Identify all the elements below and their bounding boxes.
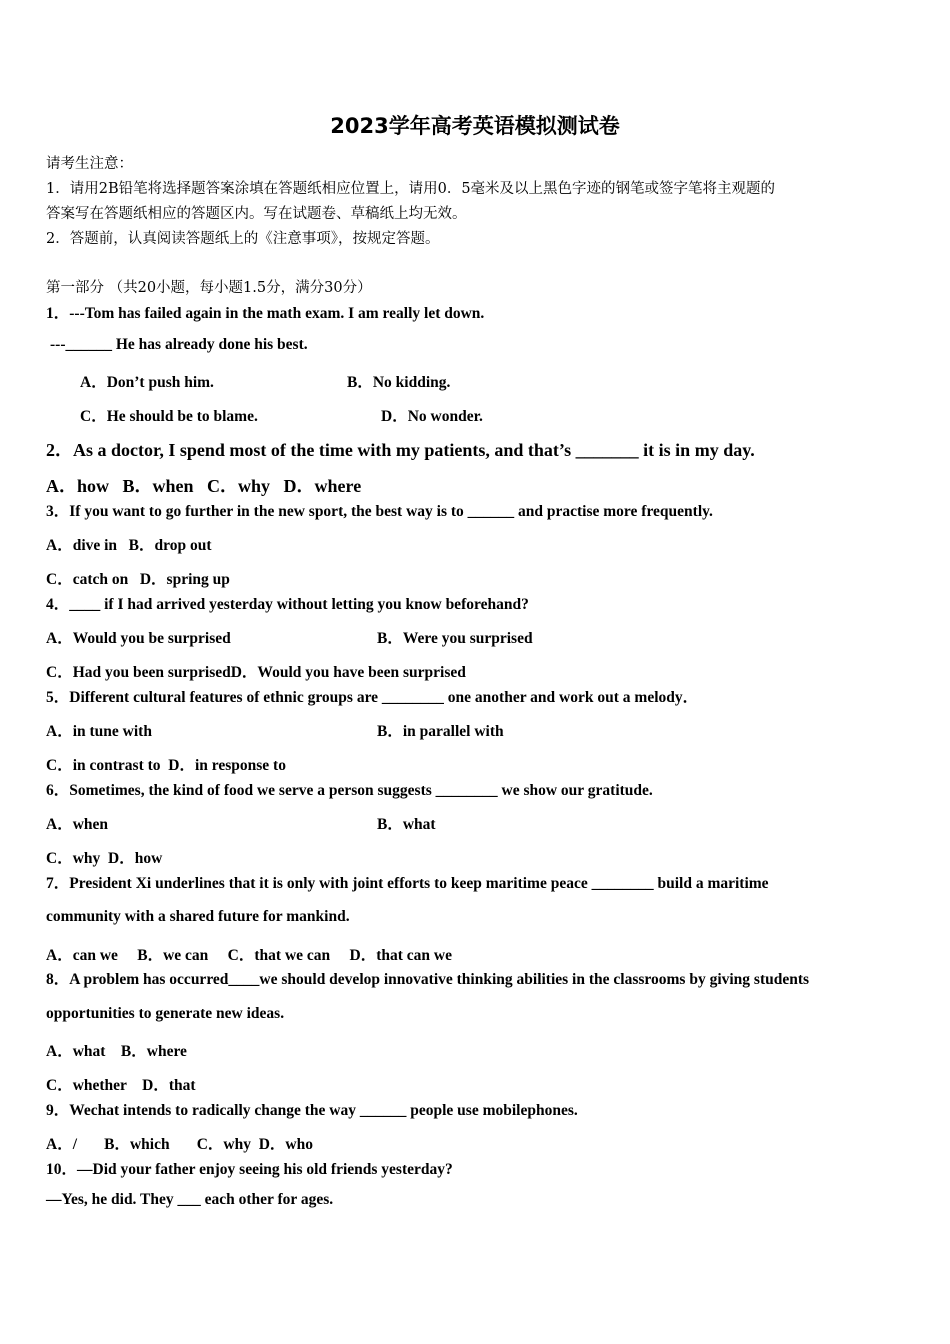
- option: A．Would you be surprised: [46, 630, 231, 647]
- option: B．No kidding.: [347, 374, 451, 391]
- question-stem: 1．---Tom has failed again in the math exam. I am really let down.: [46, 305, 485, 322]
- option-row: A．/ B．which C．why D．who: [46, 1136, 313, 1153]
- option-row: A．dive in B．drop out: [46, 537, 212, 554]
- question-stem: 3．If you want to go further in the new sport, the best way is to ______ and practise more frequently.: [46, 503, 713, 520]
- question-stem: 2．As a doctor, I spend most of the time with my patients, and that’s _______ it is in my day.: [46, 440, 755, 460]
- notice-heading: 请考生注意：: [46, 156, 133, 172]
- option: A．in tune with: [46, 723, 152, 740]
- option: D．No wonder.: [381, 408, 483, 425]
- option-row: C．whether D．that: [46, 1077, 196, 1094]
- question-stem: 9．Wechat intends to radically change the way ______ people use mobilephones.: [46, 1102, 578, 1119]
- option-row: A．what B．where: [46, 1043, 187, 1060]
- option: B．what: [377, 816, 436, 833]
- question-stem: 4．____ if I had arrived yesterday without letting you know beforehand?: [46, 596, 529, 613]
- option: B．Were you surprised: [377, 630, 533, 647]
- option: B．in parallel with: [377, 723, 504, 740]
- option: C．He should be to blame.: [80, 408, 258, 425]
- question-stem: ---______ He has already done his best.: [50, 336, 308, 353]
- notice-item: 答案写在答题纸相应的答题区内。写在试题卷、草稿纸上均无效。: [46, 206, 467, 222]
- question-stem: 6．Sometimes, the kind of food we serve a person suggests ________ we show our gratitude.: [46, 782, 653, 799]
- question-stem: —Yes, he did. They ___ each other for ages.: [46, 1191, 334, 1208]
- question-stem: opportunities to generate new ideas.: [46, 1005, 285, 1022]
- option-row: C．Had you been surprisedD．Would you have been surprised: [46, 664, 466, 681]
- notice-item: 1．请用2B铅笔将选择题答案涂填在答题纸相应位置上，请用0．5毫米及以上黑色字迹的钢笔或签字笔将主观题的: [46, 181, 776, 197]
- question-stem: 7．President Xi underlines that it is only with joint efforts to keep maritime peace ________ build a maritime: [46, 875, 769, 892]
- option-row: C．catch on D．spring up: [46, 571, 230, 588]
- option-row: C．why D．how: [46, 850, 163, 867]
- question-stem: 10．—Did your father enjoy seeing his old friends yesterday?: [46, 1161, 453, 1178]
- option-row: A．how B．when C．why D．where: [46, 476, 362, 496]
- option: A．when: [46, 816, 109, 833]
- question-stem: community with a shared future for mankind.: [46, 908, 350, 925]
- option: A．Don’t push him.: [80, 374, 214, 391]
- section-heading: 第一部分 （共20小题，每小题1.5分，满分30分）: [46, 280, 372, 296]
- question-stem: 8．A problem has occurred____we should develop innovative thinking abilities in the classrooms by giving students: [46, 971, 810, 988]
- option-row: C．in contrast to D．in response to: [46, 757, 286, 774]
- page-title: 2023学年高考英语模拟测试卷: [330, 114, 620, 138]
- notice-item: 2．答题前，认真阅读答题纸上的《注意事项》，按规定答题。: [46, 231, 440, 247]
- option-row: A．can we B．we can C．that we can D．that can we: [46, 947, 452, 964]
- question-stem: 5．Different cultural features of ethnic groups are ________ one another and work out a melody．: [46, 689, 699, 706]
